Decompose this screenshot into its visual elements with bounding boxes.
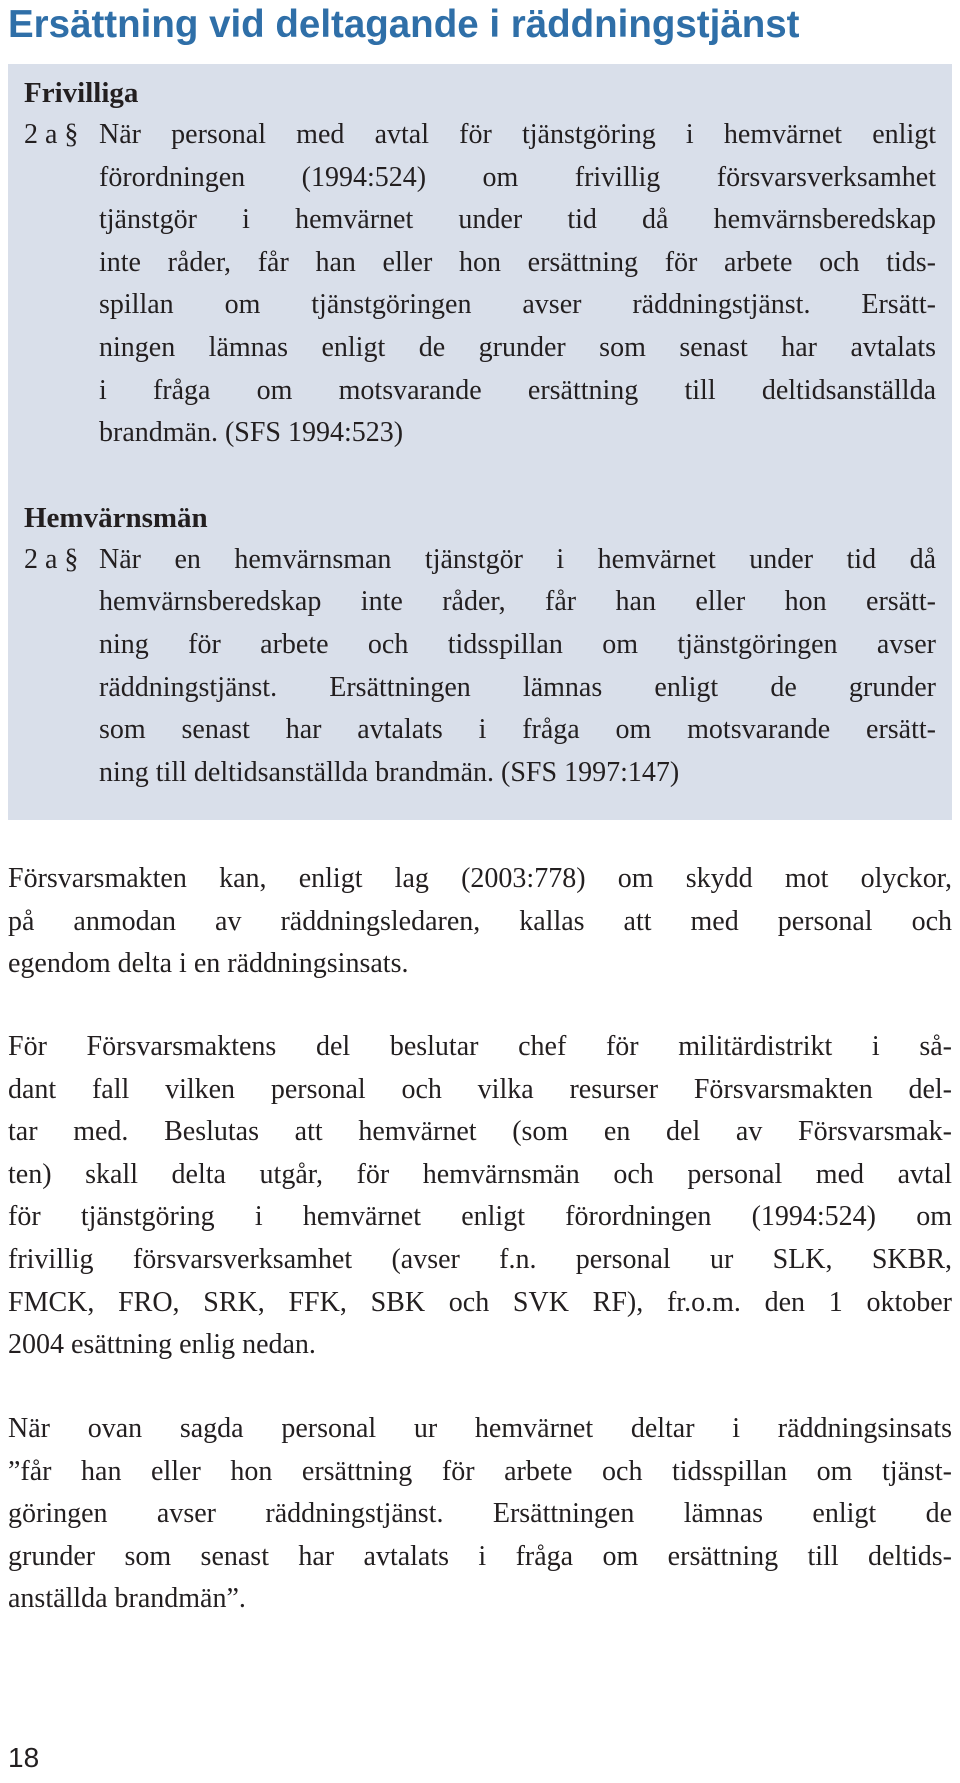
text-line: 2004 esättning enlig nedan. [8,1329,316,1361]
law-heading-hemvarnsman: Hemvärnsmän [24,501,208,534]
law-heading-frivilliga: Frivilliga [24,77,139,109]
law-paragraph-hemvarnsman [24,539,936,795]
text-line: ning för arbete och tidsspillan om tjänstgöringen avser [99,628,936,660]
text-line: räddningstjänst. Ersättningen lämnas enligt de grunder [99,671,936,703]
text-line: ”får han eller hon ersättning för arbete och tidsspillan om tjänst- [8,1455,952,1487]
text-line: spillan om tjänstgöringen avser räddningstjänst. Ersätt- [99,289,936,321]
text-line: för tjänstgöring i hemvärnet enligt förordningen (1994:524) om [8,1201,952,1233]
body-paragraph [8,1026,952,1367]
text-line: ten) skall delta utgår, för hemvärnsmän och personal med avtal [8,1158,952,1190]
text-line: brandmän. (SFS 1994:523) [99,417,404,449]
text-line: tar med. Beslutas att hemvärnet (som en del av Försvarsmak- [8,1116,952,1148]
text-line: dant fall vilken personal och vilka resurser Försvarsmakten del- [8,1073,952,1105]
text-line: som senast har avtalats i fråga om motsvarande ersätt- [99,714,936,746]
law-paragraph-frivilliga [24,114,936,455]
text-line: FMCK, FRO, SRK, FFK, SBK och SVK RF), fr.o.m. den 1 oktober [8,1286,952,1318]
page-number: 18 [8,1742,40,1773]
text-line: på anmodan av räddningsledaren, kallas att med personal och [8,905,952,937]
text-line: När en hemvärnsman tjänstgör i hemvärnet under tid då [99,543,936,575]
body-paragraph [8,858,952,986]
text-line: ning till deltidsanställda brandmän. (SFS 1997:147) [99,756,680,788]
law-excerpt-box [8,64,952,820]
text-line: hemvärnsberedskap inte råder, får han eller hon ersätt- [99,586,936,618]
body-paragraph [8,1408,952,1621]
page-title: Ersättning vid deltagande i räddningstjänst [8,3,800,46]
text-line: För Försvarsmaktens del beslutar chef för militärdistrikt i så- [8,1031,952,1062]
text-line: grunder som senast har avtalats i fråga om ersättning till deltids- [8,1540,952,1572]
section-symbol: 2 a § [24,119,79,150]
text-line: anställda brandmän”. [8,1583,246,1615]
text-line: ningen lämnas enligt de grunder som senast har avtalats [99,331,936,363]
text-line: förordningen (1994:524) om frivillig försvarsverksamhet [99,161,936,193]
text-line: egendom delta i en räddningsinsats. [8,948,409,980]
text-line: inte råder, får han eller hon ersättning för arbete och tids- [99,246,936,278]
text-line: göringen avser räddningstjänst. Ersättningen lämnas enligt de [8,1498,952,1530]
text-line: frivillig försvarsverksamhet (avser f.n. personal ur SLK, SKBR, [8,1243,952,1275]
text-line: När personal med avtal för tjänstgöring i hemvärnet enligt [99,119,936,150]
text-line: Försvarsmakten kan, enligt lag (2003:778) om skydd mot olyckor, [8,863,952,894]
text-line: i fråga om motsvarande ersättning till deltidsanställda [99,374,936,406]
section-symbol: 2 a § [24,543,79,575]
text-line: När ovan sagda personal ur hemvärnet deltar i räddningsinsats [8,1413,952,1444]
text-line: tjänstgör i hemvärnet under tid då hemvärnsberedskap [99,204,936,236]
